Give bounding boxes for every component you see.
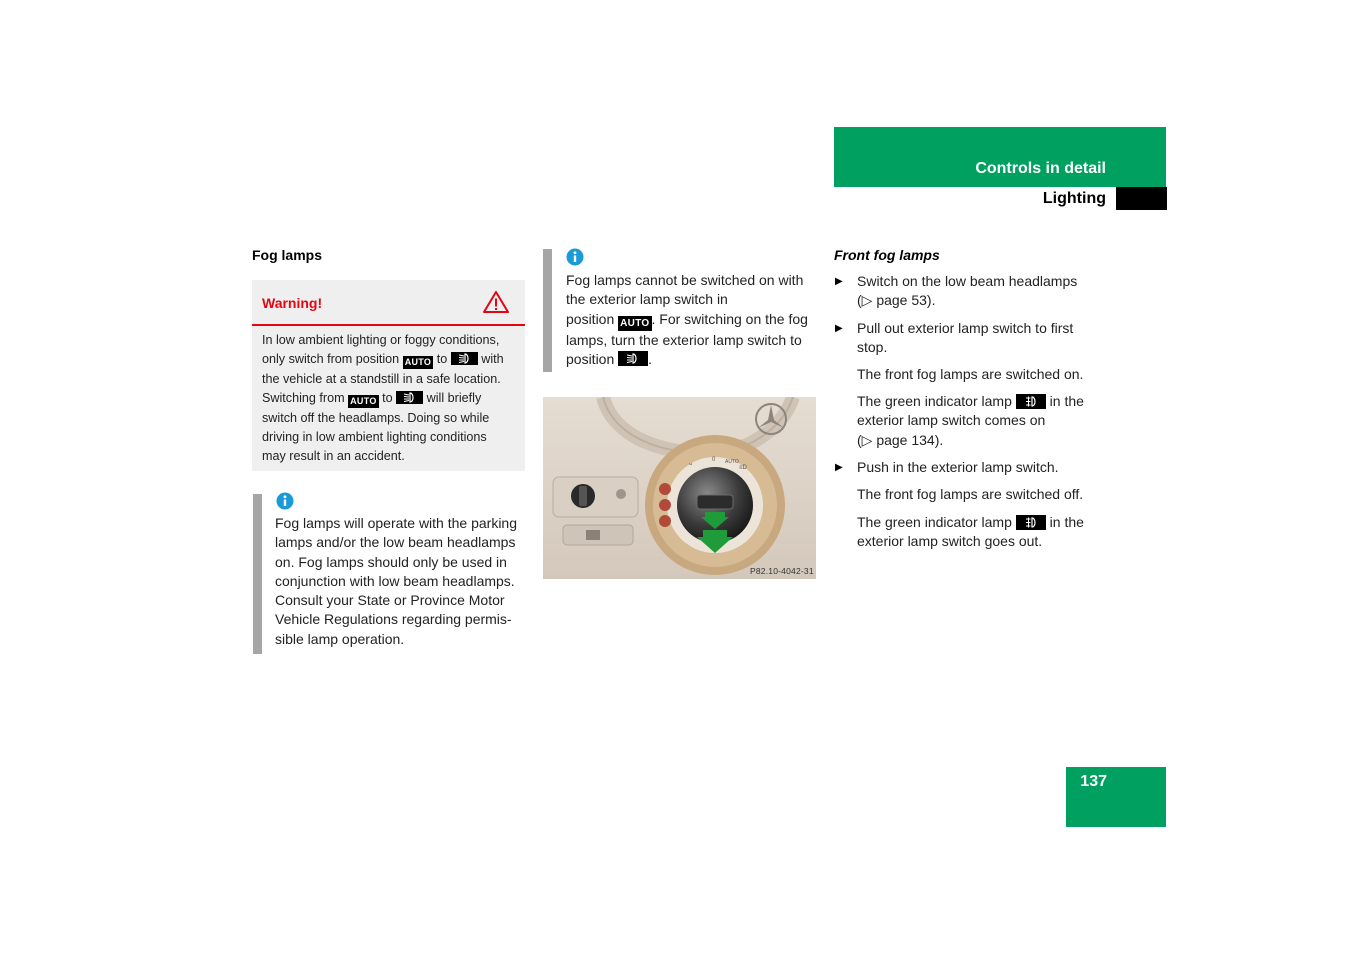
result-line-part: The green indicator lamp bbox=[857, 393, 1012, 409]
warning-line bbox=[262, 350, 518, 369]
svg-text:ᴗ: ᴗ bbox=[689, 461, 693, 467]
step-line: Switch on the low beam headlamps bbox=[857, 273, 1078, 289]
note-line-part: position bbox=[566, 310, 615, 327]
note-bar bbox=[253, 494, 262, 654]
warning-line-part: will briefly bbox=[426, 391, 482, 406]
page-number: 137 bbox=[1080, 773, 1107, 790]
header-band bbox=[834, 127, 1166, 187]
info-icon bbox=[276, 492, 294, 510]
section-title: Controls in detail bbox=[975, 160, 1106, 177]
warning-line-part: to bbox=[436, 352, 448, 367]
result-line-part: in the bbox=[1049, 393, 1084, 409]
result-line bbox=[857, 392, 1107, 411]
bullet-arrow-icon: ▶ bbox=[835, 323, 843, 334]
result-indicator-off bbox=[857, 513, 1107, 552]
auto-symbol: AUTO bbox=[620, 317, 650, 329]
note-line: lamps and/or the low beam headlamps bbox=[275, 534, 516, 551]
step-line: Pull out exterior lamp switch to first bbox=[857, 320, 1074, 336]
note-line: on. Fog lamps should only be used in bbox=[275, 553, 507, 570]
result-line-part: in the bbox=[1049, 514, 1084, 530]
note-line: Fog lamps will operate with the parking bbox=[275, 515, 518, 531]
auto-symbol: AUTO bbox=[350, 396, 377, 407]
note-line bbox=[566, 350, 818, 369]
warning-line bbox=[262, 389, 518, 408]
note-line: Vehicle Regulations regarding permis- bbox=[275, 611, 512, 628]
step-2 bbox=[857, 319, 1107, 358]
low-beam-icon bbox=[396, 391, 423, 404]
warning-line: driving in low ambient lighting conditions bbox=[262, 430, 487, 445]
result-line bbox=[857, 513, 1107, 532]
warning-line: the vehicle at a standstill in a safe location. bbox=[262, 371, 501, 386]
warning-line-part: with bbox=[481, 352, 504, 367]
svg-text:AUTO: AUTO bbox=[725, 459, 739, 465]
fog-lamps-heading: Fog lamps bbox=[252, 247, 323, 263]
low-beam-icon bbox=[618, 351, 648, 366]
auto-symbol: AUTO bbox=[404, 357, 432, 368]
note-bar bbox=[543, 249, 552, 372]
warning-triangle-icon bbox=[482, 290, 510, 314]
low-beam-icon bbox=[451, 352, 478, 365]
note-line: Fog lamps cannot be switched on with bbox=[566, 272, 804, 288]
note-text bbox=[566, 271, 818, 369]
step-line: (▷ page 53). bbox=[857, 292, 936, 309]
result-text: The front fog lamps are switched on. bbox=[857, 366, 1084, 382]
note-line: Consult your State or Province Motor bbox=[275, 592, 505, 609]
step-3: Push in the exterior lamp switch. bbox=[857, 459, 1059, 475]
photo-reference-code: P82.10-4042-31 bbox=[750, 566, 814, 576]
warning-text bbox=[262, 331, 518, 467]
result-line-part: The green indicator lamp bbox=[857, 514, 1012, 530]
warning-line: switch off the headlamps. Doing so while bbox=[262, 410, 490, 425]
warning-line-part: to bbox=[382, 391, 393, 406]
note-line: lamps, turn the exterior lamp switch to bbox=[566, 331, 802, 348]
warning-line-part: only switch from position bbox=[262, 352, 400, 367]
warning-line: In low ambient lighting or foggy conditions, bbox=[262, 333, 500, 347]
note-line: the exterior lamp switch in bbox=[566, 291, 728, 308]
svg-text:0: 0 bbox=[712, 457, 716, 463]
svg-text:≡D: ≡D bbox=[739, 465, 747, 471]
lamp-switch-photo bbox=[543, 397, 816, 579]
front-fog-lamps-heading: Front fog lamps bbox=[834, 247, 940, 263]
result-text: The front fog lamps are switched off. bbox=[857, 486, 1084, 502]
result-line: (▷ page 134). bbox=[857, 431, 944, 448]
note-line: conjunction with low beam headlamps. bbox=[275, 572, 515, 589]
bullet-arrow-icon: ▶ bbox=[835, 462, 843, 473]
note-line-part: . For switching on the fog bbox=[651, 310, 808, 327]
subsection-title: Lighting bbox=[1042, 190, 1106, 207]
subsection-marker bbox=[1116, 187, 1167, 210]
fog-lamp-icon bbox=[1016, 394, 1046, 409]
note-text bbox=[275, 514, 525, 649]
result-line: exterior lamp switch comes on bbox=[857, 412, 1046, 429]
warning-label: Warning! bbox=[262, 295, 323, 311]
step-line: stop. bbox=[857, 339, 888, 356]
result-indicator-on bbox=[857, 392, 1107, 450]
step-1 bbox=[857, 272, 1107, 311]
warning-line-part: Switching from bbox=[262, 391, 345, 406]
note-line: sible lamp operation. bbox=[275, 630, 405, 647]
note-line-part: . bbox=[648, 350, 653, 367]
bullet-arrow-icon: ▶ bbox=[835, 276, 843, 287]
note-line-part: position bbox=[566, 350, 615, 367]
warning-line: may result in an accident. bbox=[262, 449, 405, 464]
result-line: exterior lamp switch goes out. bbox=[857, 533, 1043, 550]
note-line bbox=[566, 310, 818, 331]
fog-lamp-icon bbox=[1016, 515, 1046, 530]
info-icon bbox=[566, 248, 584, 266]
